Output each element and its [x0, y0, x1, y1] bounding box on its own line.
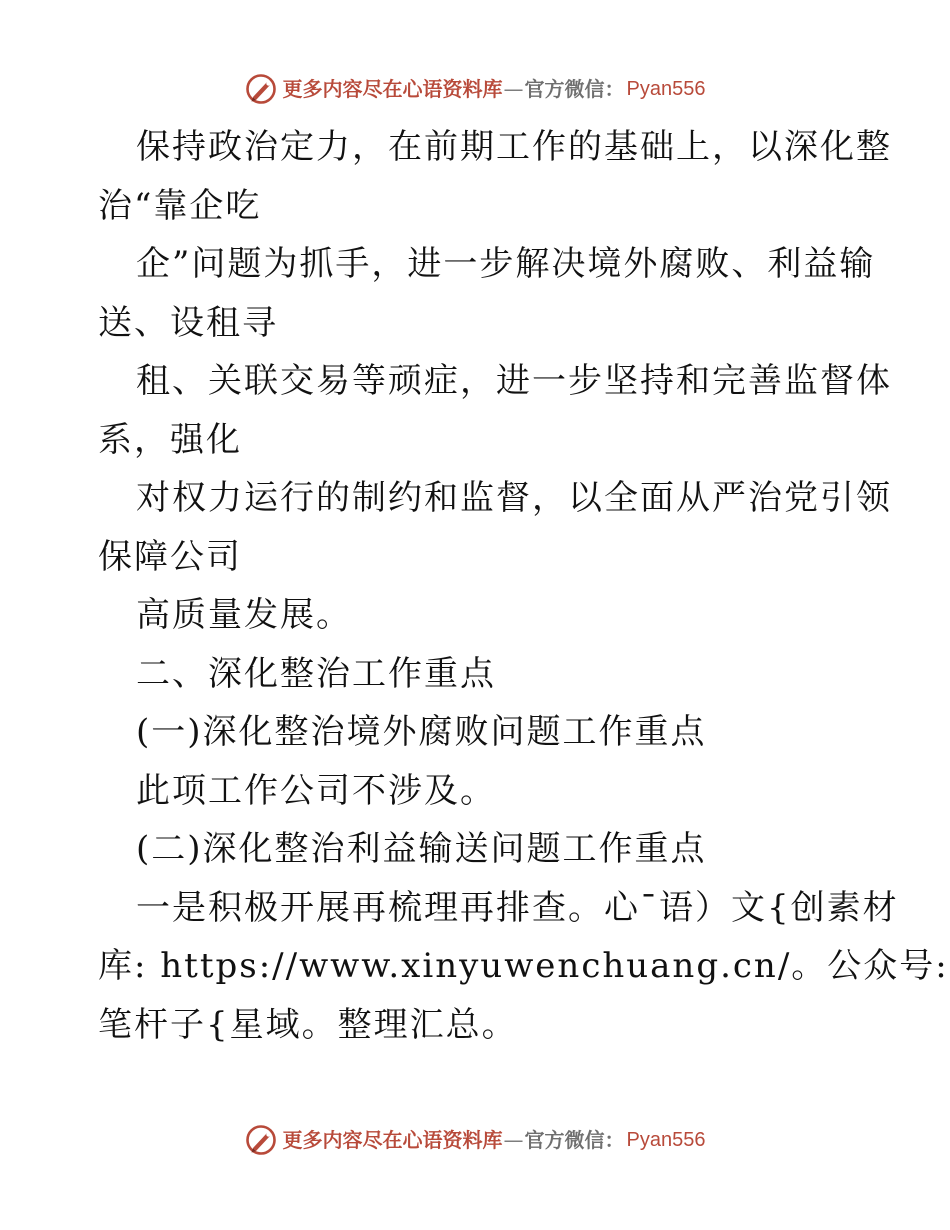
- body-line-12: 此项工作公司不涉及。: [136, 770, 496, 811]
- footer-watermark: [0, 1122, 950, 1158]
- body-line-15: 库: https://www.xinyuwenchuang.cn/。公众号:: [98, 946, 949, 986]
- body-line-8: 保障公司: [98, 536, 242, 577]
- body-line-14: 一是积极开展再梳理再排查。心¯语）文{创素材: [136, 887, 899, 928]
- body-line-4: 送、设租寻: [98, 302, 278, 343]
- footer-wechat-id: Pyan556: [626, 1129, 706, 1151]
- body-line-6: 系，强化: [98, 419, 242, 460]
- body-line-9: 高质量发展。: [136, 595, 352, 635]
- body-line-16: 笔杆子{星域。整理汇总。: [98, 1004, 518, 1045]
- document-body: [98, 118, 949, 1054]
- footer-dash: —: [503, 1128, 524, 1152]
- header-wechat-label: 官方微信：: [524, 77, 625, 101]
- pen-logo-icon: [245, 73, 277, 105]
- header-wechat-id: Pyan556: [626, 78, 706, 100]
- body-line-1: 保持政治定力，在前期工作的基础上，以深化整: [136, 127, 892, 167]
- body-line-3: 企”问题为抓手，进一步解决境外腐败、利益输: [136, 244, 876, 284]
- body-line-2: 治“靠企吃: [98, 185, 262, 226]
- header-dash: —: [503, 77, 524, 101]
- footer-wechat-label: 官方微信：: [524, 1128, 625, 1152]
- body-line-5: 租、关联交易等顽症，进一步坚持和完善监督体: [136, 361, 892, 401]
- subsection-heading-1: (一)深化整治境外腐败问题工作重点: [136, 712, 707, 752]
- pen-logo-icon: [245, 1124, 277, 1156]
- header-banner-text: 更多内容尽在心语资料库: [282, 77, 503, 101]
- subsection-heading-2: (二)深化整治利益输送问题工作重点: [136, 829, 707, 869]
- footer-banner-text: 更多内容尽在心语资料库: [282, 1128, 503, 1152]
- body-line-7: 对权力运行的制约和监督，以全面从严治党引领: [136, 478, 892, 518]
- header-watermark: [0, 71, 950, 107]
- section-heading: 二、深化整治工作重点: [136, 653, 496, 694]
